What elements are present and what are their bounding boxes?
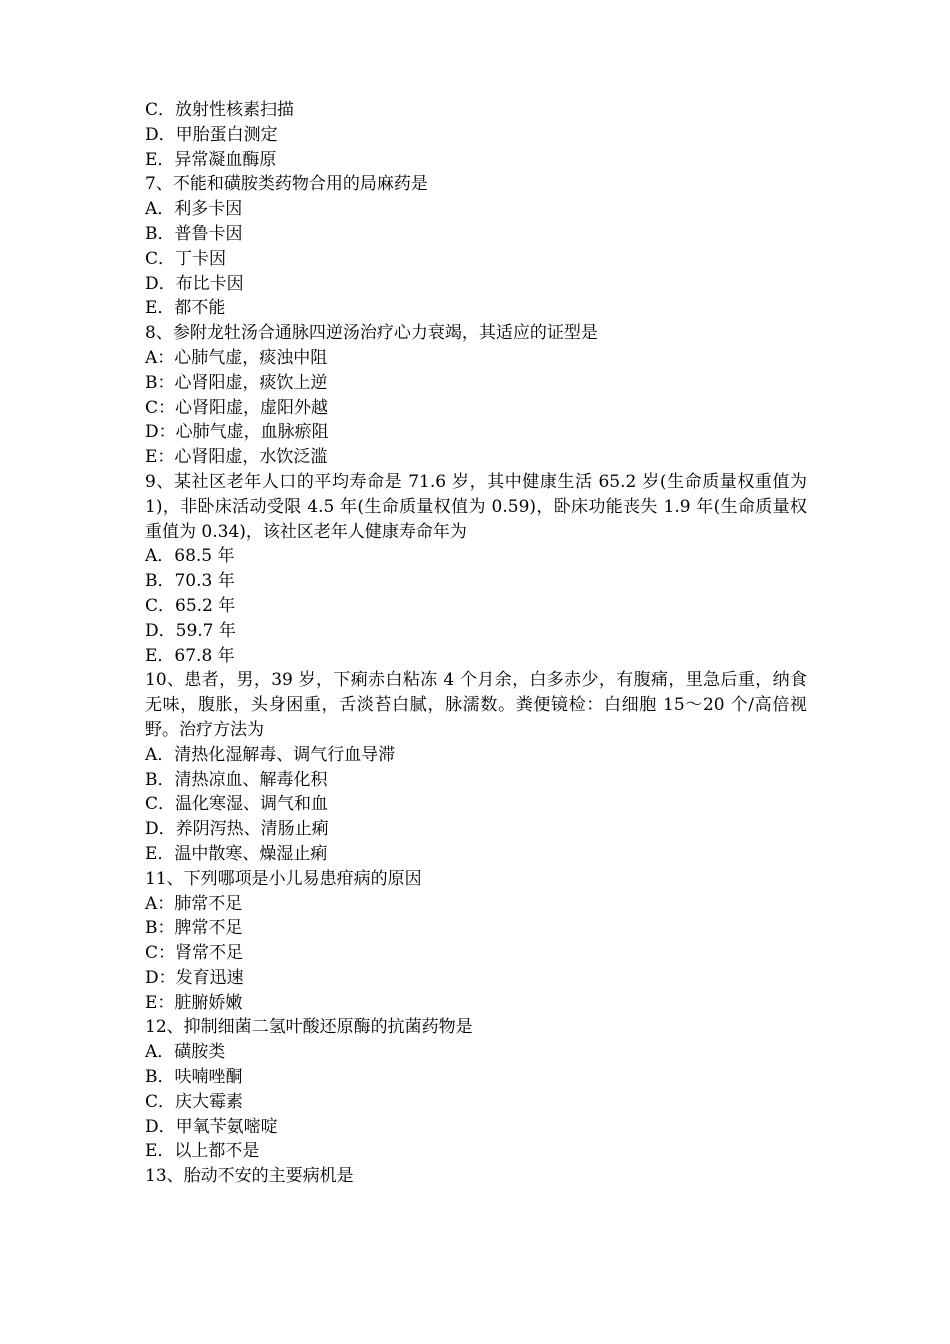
question-12 [145, 1015, 807, 1164]
option-line: D．甲氧苄氨嘧啶 [145, 1116, 278, 1137]
option-line: C．放射性核素扫描 [145, 100, 295, 120]
option-line: E．都不能 [145, 298, 226, 319]
question-7 [145, 172, 807, 321]
option-line: A：心肺气虚，痰浊中阻 [145, 347, 328, 368]
question-stem: 13、胎动不安的主要病机是 [145, 1166, 354, 1187]
option-line: C：心肾阳虚，虚阳外越 [145, 397, 329, 418]
option-line: C．温化寒湿、调气和血 [145, 794, 329, 815]
option-line: C：肾常不足 [145, 943, 244, 964]
option-line: E．温中散寒、燥湿止痢 [145, 843, 328, 864]
option-line: C．65.2 年 [145, 595, 236, 616]
option-line: C．庆大霉素 [145, 1091, 244, 1112]
option-line: B．70.3 年 [145, 571, 235, 592]
option-line: D：心肺气虚，血脉瘀阻 [145, 422, 329, 443]
document-page [145, 98, 807, 1189]
question-stem: 7、不能和磺胺类药物合用的局麻药是 [145, 174, 428, 195]
option-line: D．甲胎蛋白测定 [145, 124, 278, 145]
question-stem: 9、某社区老年人口的平均寿命是 71.6 岁，其中健康生活 65.2 岁(生命质量权重值为 1)，非卧床活动受限 4.5 年(生命质量权值为 0.59)，卧床功能丧失 1.9 年(生命质量权重值为 0.34)，该社区老年人健康寿命年为 [145, 471, 807, 542]
question-stem: 12、抑制细菌二氢叶酸还原酶的抗菌药物是 [145, 1017, 473, 1038]
question-10 [145, 668, 807, 866]
option-line: E．异常凝血酶原 [145, 149, 277, 170]
option-line: E：心肾阳虚，水饮泛滥 [145, 447, 328, 468]
continuation-options [145, 98, 807, 172]
option-line: B．普鲁卡因 [145, 223, 243, 244]
question-stem: 8、参附龙牡汤合通脉四逆汤治疗心力衰竭，其适应的证型是 [145, 323, 598, 344]
question-9 [145, 470, 807, 668]
option-line: B．呋喃唑酮 [145, 1067, 243, 1088]
question-stem: 10、患者，男，39 岁，下痢赤白粘冻 4 个月余，白多赤少，有腹痛，里急后重，纳食无味，腹胀，头身困重，舌淡苔白腻，脉濡数。粪便镜检：白细胞 15～20 个/高倍视野。治疗方法为 [145, 670, 807, 740]
option-line: D．59.7 年 [145, 620, 236, 641]
option-line: A．清热化湿解毒、调气行血导滞 [145, 744, 396, 765]
option-line: E．以上都不是 [145, 1141, 260, 1162]
option-line: D．布比卡因 [145, 273, 244, 294]
option-line: B：心肾阳虚，痰饮上逆 [145, 372, 328, 393]
question-8 [145, 321, 807, 470]
option-line: A．68.5 年 [145, 546, 235, 567]
option-line: C．丁卡因 [145, 248, 227, 269]
option-line: B：脾常不足 [145, 918, 243, 939]
option-line: E：脏腑娇嫩 [145, 992, 243, 1013]
option-line: E．67.8 年 [145, 645, 235, 666]
option-line: D．养阴泻热、清肠止痢 [145, 819, 329, 840]
question-11 [145, 867, 807, 1016]
question-stem: 11、下列哪项是小儿易患疳病的原因 [145, 868, 422, 889]
option-line: B．清热凉血、解毒化积 [145, 769, 328, 790]
question-13 [145, 1164, 807, 1189]
option-line: A．利多卡因 [145, 199, 243, 220]
option-line: A：肺常不足 [145, 893, 243, 914]
option-line: D：发育迅速 [145, 967, 244, 988]
option-line: A．磺胺类 [145, 1042, 226, 1063]
